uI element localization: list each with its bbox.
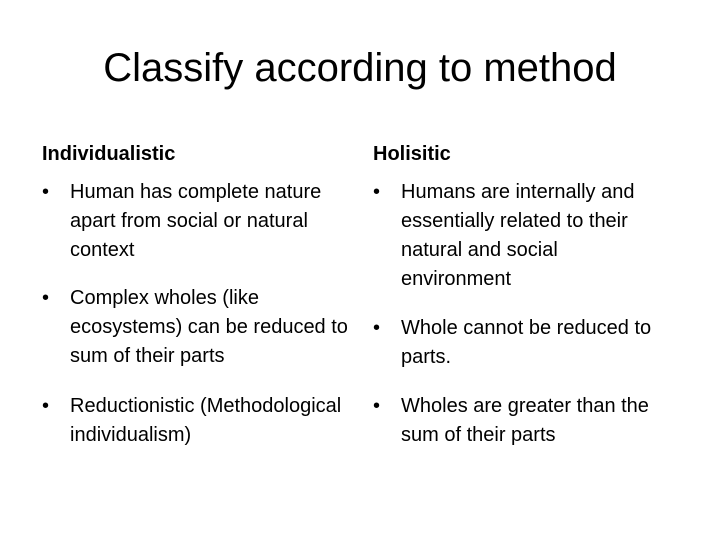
holistic-column xyxy=(373,140,673,446)
holistic-bullet: • Humans are internally and essentially related to their natural and social environment xyxy=(373,178,673,294)
individualistic-column xyxy=(42,140,362,446)
individualistic-bullet: • Complex wholes (like ecosystems) can be reduced to sum of their parts xyxy=(42,284,362,371)
slide-title: Classify according to method xyxy=(103,46,617,90)
individualistic-bullet: • Reductionistic (Methodological individualism) xyxy=(42,392,362,450)
holistic-heading: Holisitic xyxy=(373,143,451,165)
individualistic-heading: Individualistic xyxy=(42,143,176,165)
individualistic-bullet: • Human has complete nature apart from social or natural context xyxy=(42,178,362,265)
holistic-bullet: • Wholes are greater than the sum of their parts xyxy=(373,392,673,450)
holistic-bullet: • Whole cannot be reduced to parts. xyxy=(373,314,673,372)
